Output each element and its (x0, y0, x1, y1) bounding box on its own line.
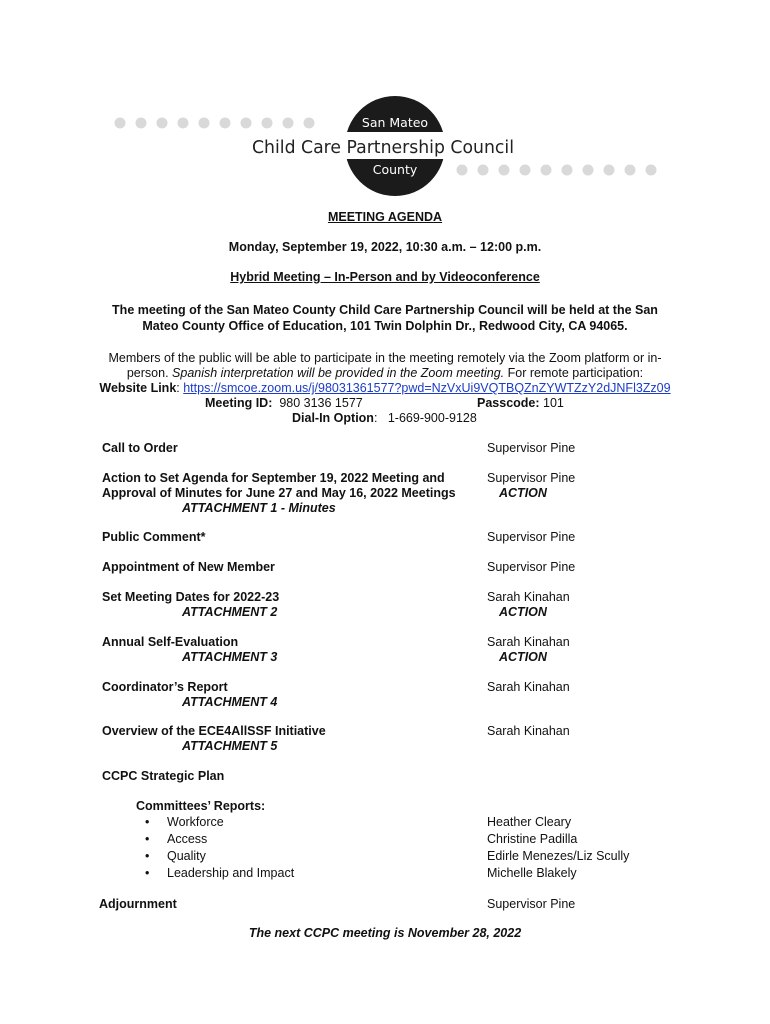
attachment-1: ATTACHMENT 1 - Minutes (182, 501, 336, 515)
committee-lead: Heather Cleary (487, 815, 572, 829)
presenter: Sarah Kinahan (487, 724, 570, 738)
logo-dots-left (115, 118, 315, 129)
item-action-line-2: Approval of Minutes for June 27 and May 16, 2022 Meetings (102, 486, 456, 500)
action-tag: ACTION (499, 650, 547, 664)
remote-line-2: person. Spanish interpretation will be provided in the Zoom meeting. For remote participation: (126, 366, 644, 380)
logo-line1: San Mateo (361, 115, 429, 130)
meeting-id: Meeting ID: 980 3136 1577 (205, 396, 363, 410)
committee-list (137, 815, 294, 883)
location-line-1: The meeting of the San Mateo County Child Care Partnership Council will be held at the San (112, 303, 658, 317)
committee-item: • Quality (137, 849, 294, 866)
logo-line3: County (372, 162, 418, 177)
presenter: Supervisor Pine (487, 560, 576, 574)
meeting-date: Monday, September 19, 2022, 10:30 a.m. – 12:00 p.m. (228, 240, 542, 254)
zoom-link[interactable]: https://smcoe.zoom.us/j/98031361577?pwd=NzVxUi9VQTBQZnZYWTZzY2dJNFl3Zz09 (183, 381, 671, 395)
item-action-line-1: Action to Set Agenda for September 19, 2022 Meeting and (102, 471, 445, 485)
next-meeting: The next CCPC meeting is November 28, 2022 (248, 926, 522, 940)
logo-line2: Child Care Partnership Council (252, 137, 514, 158)
item-public-comment: Public Comment* (102, 530, 206, 544)
attachment-4: ATTACHMENT 4 (182, 695, 278, 709)
presenter: Sarah Kinahan (487, 590, 570, 604)
action-tag: ACTION (499, 486, 547, 500)
dial-in: Dial-In Option: 1-669-900-9128 (292, 411, 477, 425)
website-line: Website Link: https://smcoe.zoom.us/j/98031361577?pwd=NzVxUi9VQTBQZnZYWTZzY2dJNFl3Zz09 (99, 381, 671, 395)
presenter: Supervisor Pine (487, 471, 576, 485)
committees-label: Committees’ Reports: (136, 799, 266, 813)
committee-lead: Edirle Menezes/Liz Scully (487, 849, 630, 863)
item-adjournment: Adjournment (99, 897, 177, 911)
action-tag: ACTION (499, 605, 547, 619)
committee-lead: Christine Padilla (487, 832, 578, 846)
presenter: Supervisor Pine (487, 530, 576, 544)
item-ece-overview: Overview of the ECE4AllSSF Initiative (102, 724, 326, 738)
passcode: Passcode: 101 (477, 396, 564, 410)
presenter: Sarah Kinahan (487, 635, 570, 649)
item-call-to-order: Call to Order (102, 441, 178, 455)
item-strategic-plan: CCPC Strategic Plan (102, 769, 225, 783)
remote-line-1: Members of the public will be able to participate in the meeting remotely via the Zoom platform or in- (108, 351, 662, 365)
agenda-title: MEETING AGENDA (327, 210, 443, 224)
committee-lead: Michelle Blakely (487, 866, 577, 880)
location-line-2: Mateo County Office of Education, 101 Twin Dolphin Dr., Redwood City, CA 94065. (142, 319, 628, 333)
committee-item: • Workforce (137, 815, 294, 832)
attachment-3: ATTACHMENT 3 (182, 650, 278, 664)
presenter: Sarah Kinahan (487, 680, 570, 694)
attachment-2: ATTACHMENT 2 (182, 605, 278, 619)
presenter: Supervisor Pine (487, 897, 576, 911)
presenter: Supervisor Pine (487, 441, 576, 455)
attachment-5: ATTACHMENT 5 (182, 739, 278, 753)
item-coordinator-report: Coordinator’s Report (102, 680, 228, 694)
ccpc-logo (0, 0, 770, 200)
meeting-format: Hybrid Meeting – In-Person and by Videoconference (230, 270, 540, 284)
website-label: Website Link (99, 381, 177, 395)
item-self-evaluation: Annual Self-Evaluation (102, 635, 239, 649)
committee-item: • Access (137, 832, 294, 849)
item-meeting-dates: Set Meeting Dates for 2022-23 (102, 590, 280, 604)
logo-dots-right (457, 165, 657, 176)
item-appointment: Appointment of New Member (102, 560, 275, 574)
committee-item: • Leadership and Impact (137, 866, 294, 883)
